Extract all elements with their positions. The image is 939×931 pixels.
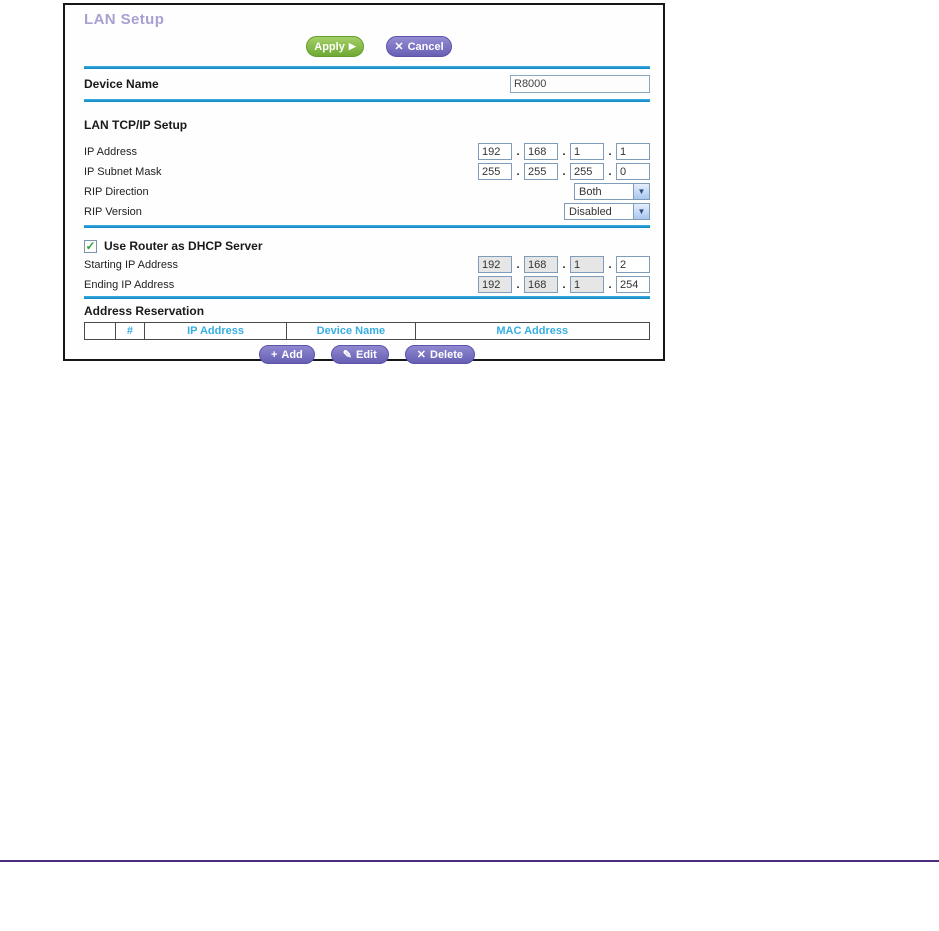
column-header-select [85, 323, 116, 340]
apply-button[interactable] [306, 36, 364, 57]
chevron-down-icon: ▼ [633, 184, 649, 199]
device-name-label: Device Name [84, 77, 159, 91]
table-header-row [85, 323, 650, 340]
delete-button-label: Delete [430, 348, 464, 361]
edit-button[interactable] [331, 345, 389, 364]
starting-ip-octets [478, 256, 650, 273]
separator [84, 225, 650, 228]
rip-direction-label: RIP Direction [84, 185, 149, 198]
subnet-mask-row [84, 163, 650, 180]
rip-direction-value: Both [579, 185, 602, 198]
page-footer-divider [0, 860, 939, 862]
rip-direction-select[interactable] [574, 183, 650, 200]
octet-separator: . [562, 278, 566, 291]
ip-address-octet-2[interactable] [524, 143, 558, 160]
column-header-mac-address: MAC Address [415, 323, 650, 340]
ip-address-octets [478, 143, 650, 160]
apply-cancel-row [96, 36, 662, 57]
starting-ip-row [84, 256, 650, 273]
edit-button-label: Edit [356, 348, 377, 361]
cancel-x-icon: ✕ [394, 41, 404, 53]
separator [84, 296, 650, 299]
x-icon: ✕ [416, 349, 426, 361]
lan-tcpip-section-label: LAN TCP/IP Setup [84, 118, 188, 132]
dhcp-server-checkbox-label: Use Router as DHCP Server [104, 239, 263, 253]
rip-version-select[interactable] [564, 203, 650, 220]
apply-arrow-icon: ▶ [348, 41, 356, 51]
rip-version-label: RIP Version [84, 205, 142, 218]
subnet-mask-octet-2[interactable] [524, 163, 558, 180]
octet-separator: . [516, 278, 520, 291]
subnet-mask-octet-3[interactable] [570, 163, 604, 180]
apply-button-label: Apply [314, 40, 345, 53]
octet-separator: . [608, 278, 612, 291]
ending-ip-label: Ending IP Address [84, 278, 175, 291]
starting-ip-octet-3 [570, 256, 604, 273]
ip-address-octet-1[interactable] [478, 143, 512, 160]
column-header-device-name: Device Name [287, 323, 415, 340]
subnet-mask-octet-4[interactable] [616, 163, 650, 180]
ending-ip-octet-1 [478, 276, 512, 293]
ending-ip-octets [478, 276, 650, 293]
ending-ip-row [84, 276, 650, 293]
octet-separator: . [608, 165, 612, 178]
lan-setup-panel [63, 3, 665, 361]
delete-button[interactable] [405, 345, 475, 364]
rip-direction-row [84, 183, 650, 200]
octet-separator: . [562, 145, 566, 158]
octet-separator: . [608, 145, 612, 158]
octet-separator: . [562, 258, 566, 271]
ip-address-octet-3[interactable] [570, 143, 604, 160]
checkmark-icon: ✓ [85, 239, 96, 253]
pencil-icon: ✎ [342, 349, 352, 361]
separator [84, 99, 650, 102]
starting-ip-octet-4[interactable] [616, 256, 650, 273]
cancel-button-label: Cancel [407, 40, 444, 53]
cancel-button[interactable] [386, 36, 452, 57]
ip-address-row [84, 143, 650, 160]
ip-address-octet-4[interactable] [616, 143, 650, 160]
starting-ip-octet-1 [478, 256, 512, 273]
ending-ip-octet-4[interactable] [616, 276, 650, 293]
subnet-mask-label: IP Subnet Mask [84, 165, 162, 178]
plus-icon: + [270, 348, 278, 361]
rip-version-row [84, 203, 650, 220]
ending-ip-octet-3 [570, 276, 604, 293]
octet-separator: . [516, 165, 520, 178]
subnet-mask-octet-1[interactable] [478, 163, 512, 180]
octet-separator: . [516, 258, 520, 271]
chevron-down-icon: ▼ [633, 204, 649, 219]
page-title: LAN Setup [84, 11, 165, 28]
device-name-row [84, 69, 650, 99]
table-buttons-row [84, 345, 650, 364]
ending-ip-octet-2 [524, 276, 558, 293]
address-reservation-table [84, 322, 650, 340]
address-reservation-section-label: Address Reservation [84, 304, 205, 318]
add-button-label: Add [281, 348, 303, 361]
device-name-input[interactable] [510, 75, 650, 93]
octet-separator: . [516, 145, 520, 158]
starting-ip-octet-2 [524, 256, 558, 273]
ip-address-label: IP Address [84, 145, 137, 158]
column-header-number: # [116, 323, 145, 340]
add-button[interactable] [259, 345, 315, 364]
starting-ip-label: Starting IP Address [84, 258, 178, 271]
dhcp-server-checkbox[interactable] [84, 240, 97, 253]
octet-separator: . [562, 165, 566, 178]
rip-version-value: Disabled [569, 205, 612, 218]
dhcp-server-row [84, 239, 650, 253]
octet-separator: . [608, 258, 612, 271]
column-header-ip-address: IP Address [144, 323, 286, 340]
subnet-mask-octets [478, 163, 650, 180]
